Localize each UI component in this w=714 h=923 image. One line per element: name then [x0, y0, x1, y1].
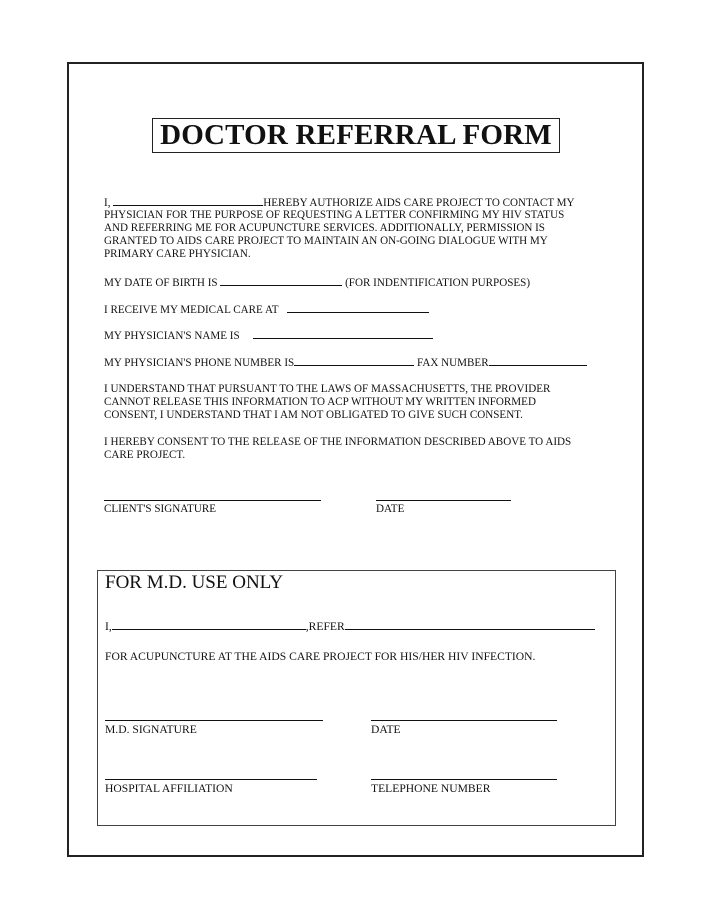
hospital-affiliation-label: HOSPITAL AFFILIATION — [105, 782, 233, 795]
dob-suffix: (FOR INDENTIFICATION PURPOSES) — [342, 277, 531, 289]
dob-field[interactable] — [220, 276, 342, 286]
consent-line-1: I HEREBY CONSENT TO THE RELEASE OF THE INFORMATION DESCRIBED ABOVE TO AIDS — [104, 436, 572, 448]
medical-care-field[interactable] — [287, 303, 429, 313]
client-date-label: DATE — [376, 503, 405, 515]
authorization-line-5: PRIMARY CARE PHYSICIAN. — [104, 248, 251, 260]
form-title: DOCTOR REFERRAL FORM — [152, 118, 560, 153]
medical-care-label: I RECEIVE MY MEDICAL CARE AT — [104, 304, 282, 316]
fax-label: FAX NUMBER — [414, 357, 489, 369]
client-signature-line[interactable] — [104, 500, 321, 501]
md-section-title: FOR M.D. USE ONLY — [105, 572, 284, 593]
understanding-line-2: CANNOT RELEASE THIS INFORMATION TO ACP WITHOUT MY WRITTEN INFORMED — [104, 396, 536, 408]
md-refer-row — [105, 620, 595, 634]
physician-name-field[interactable] — [253, 329, 433, 339]
dob-row — [104, 276, 530, 290]
dob-label: MY DATE OF BIRTH IS — [104, 277, 221, 289]
md-refer-prefix: I, — [105, 620, 112, 633]
consent-line-2: CARE PROJECT. — [104, 449, 186, 461]
telephone-number-line[interactable] — [371, 779, 557, 780]
md-patient-field[interactable] — [345, 620, 595, 630]
physician-name-label: MY PHYSICIAN'S NAME IS — [104, 330, 243, 342]
authorization-line-4: GRANTED TO AIDS CARE PROJECT TO MAINTAIN AN ON-GOING DIALOGUE WITH MY — [104, 235, 548, 247]
authorization-prefix: I, — [104, 197, 114, 209]
hospital-affiliation-line[interactable] — [105, 779, 317, 780]
md-acupuncture-text: FOR ACUPUNCTURE AT THE AIDS CARE PROJECT FOR HIS/HER HIV INFECTION. — [105, 650, 536, 663]
md-signature-line[interactable] — [105, 720, 323, 721]
physician-phone-row — [104, 356, 587, 370]
client-name-field[interactable] — [113, 196, 263, 206]
medical-care-row — [104, 303, 429, 317]
authorization-line-1-text: HEREBY AUTHORIZE AIDS CARE PROJECT TO CONTACT MY — [263, 197, 575, 209]
physician-name-row — [104, 329, 433, 343]
md-date-label: DATE — [371, 723, 401, 736]
understanding-line-1: I UNDERSTAND THAT PURSUANT TO THE LAWS OF MASSACHUSETTS, THE PROVIDER — [104, 383, 551, 395]
phone-field[interactable] — [294, 356, 414, 366]
md-date-line[interactable] — [371, 720, 557, 721]
fax-field[interactable] — [489, 356, 587, 366]
understanding-line-3: CONSENT, I UNDERSTAND THAT I AM NOT OBLIGATED TO GIVE SUCH CONSENT. — [104, 409, 523, 421]
md-name-field[interactable] — [112, 620, 306, 630]
md-signature-label: M.D. SIGNATURE — [105, 723, 197, 736]
client-date-line[interactable] — [376, 500, 511, 501]
authorization-line-3: AND REFERRING ME FOR ACUPUNCTURE SERVICES. ADDITIONALLY, PERMISSION IS — [104, 222, 545, 234]
md-refer-label: ,REFER — [305, 620, 345, 633]
client-signature-label: CLIENT'S SIGNATURE — [104, 503, 217, 515]
authorization-line-2: PHYSICIAN FOR THE PURPOSE OF REQUESTING A LETTER CONFIRMING MY HIV STATUS — [104, 209, 565, 221]
phone-label: MY PHYSICIAN'S PHONE NUMBER IS — [104, 357, 295, 369]
telephone-number-label: TELEPHONE NUMBER — [371, 782, 491, 795]
